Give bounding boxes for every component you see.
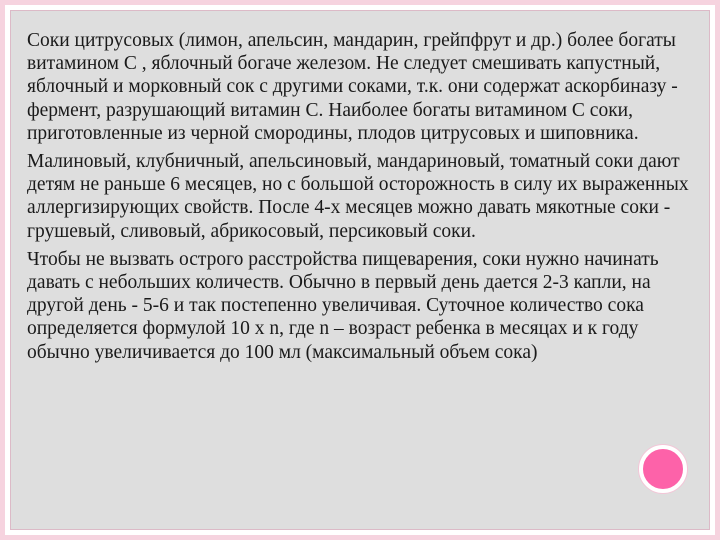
decorative-pink-circle [639,445,687,493]
paragraph-citrus-juices: Соки цитрусовых (лимон, апельсин, мандарин, грейпфрут и др.) более богаты витамином С , яблочный богаче железом. Не следует смешивать капустный, яблочный и морковный сок с другими соками, т.к. они содержат аскорбиназу - фермент, разрушающий витамин С. Наиболее богаты витамином С соки, приготовленные из черной смородины, плодов цитрусовых и шиповника. [27,30,678,144]
paragraph-juice-dosage: Чтобы не вызвать острого расстройства пищеварения, соки нужно начинать давать с небольших количеств. Обычно в первый день дается 2-3 капли, на другой день - 5-6 и так постепенно увеличивая. Суточное количество сока определяется формулой 10 х n, где n – возраст ребенка в месяцах и к году обычно увеличивается до 100 мл (максимальный объем сока) [27,248,659,363]
paragraph-allergenic-juices: Малиновый, клубничный, апельсиновый, мандариновый, томатный соки дают детям не раньше 6 месяцев, но с большой осторожность в силу их выраженных аллергизирующих свойств. После 4-х месяцев можно давать мякотные соки - грушевый, сливовый, абрикосовый, персиковый соки. [27,151,689,242]
slide-content [27,29,701,369]
text-panel [10,10,710,530]
